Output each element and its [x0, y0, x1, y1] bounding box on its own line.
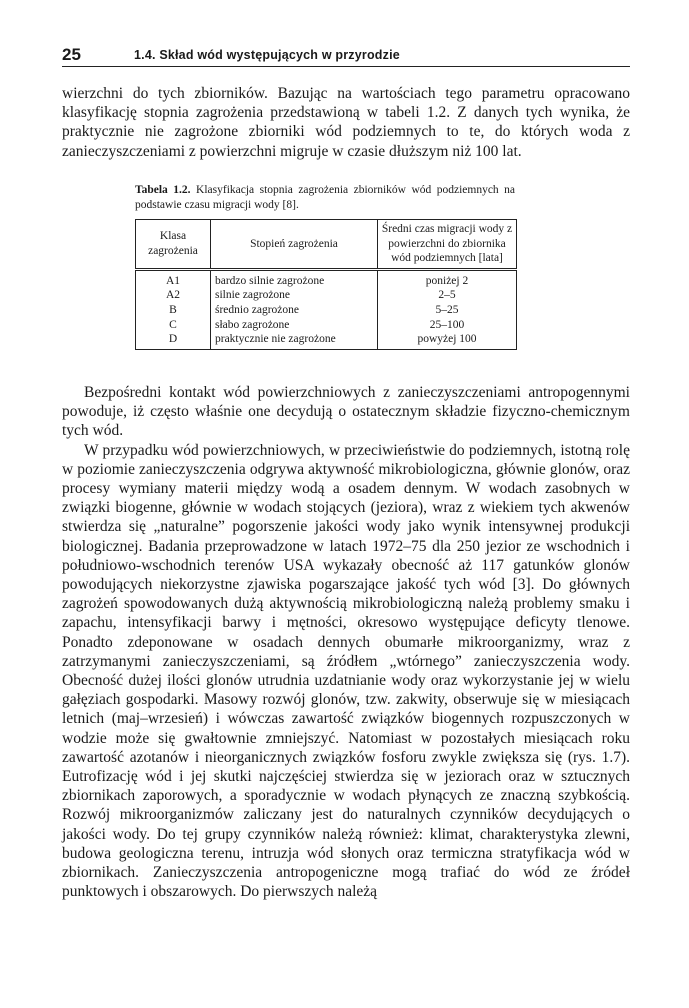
- cell-class: B: [136, 303, 211, 318]
- paragraph: W przypadku wód powierzchniowych, w przeciwieństwie do podziemnych, istotną rolę w poziomie zanieczyszczenia odgrywa aktywność mikrobiologiczna, głównie glonów, oraz procesy wymiany materii między wodą a osadem dennym. W wodach zasobnych w związki biogenne, głównie w wodach stojących (jeziora), wraz z wiekiem tych akwenów stwierdza się „naturalne” pogorszenie jakości wody jako wynik intensywnej produkcji biologicznej. Badania przeprowadzone w latach 1972–75 dla 250 jezior ze wschodnich i południowo-wschodnich terenów USA wykazały obecność aż 117 gatunków glonów powodujących niekorzystne zjawiska pogarszające jakość tych wód [3]. Do głównych zagrożeń spowodowanych dużą aktywnością mikrobiologiczną należą problemy smaku i zapachu, intensyfikacji barwy i mętności, okresowo występujące deficyty tlenowe. Ponadto zdeponowane w osadach dennych obumarłe mikroorganizmy, wraz z zatrzymanymi zanieczyszczeniami, są źródłem „wtórnego” zanieczyszczenia wody. Obecność dużej ilości glonów utrudnia uzdatnianie wody oraz wykorzystanie jej w wielu gałęziach gospodarki. Masowy rozwój glonów, tzw. zakwity, obserwuje się w miesiącach letnich (maj–wrzesień) i wówczas zawartość związków biogennych rozpuszczonych w wodzie może się gwałtownie zmniejszyć. Natomiast w pozostałych miesiącach roku zawartość azotanów i nieorganicznych związków fosforu zwykle zwiększa się (rys. 1.7). Eutrofizację wód i jej skutki najczęściej stwierdza się w jeziorach oraz w sztucznych zbiornikach zaporowych, a sporadycznie w wodach płynących ze znaczną szybkością. Rozwój mikroorganizmów zaliczany jest do naturalnych czynników decydujących o jakości wody. Do tej grupy czynników należą również: klimat, charakterystyka zlewni, budowa geologiczna terenu, intruzja wód słonych oraz termiczna stratyfikacja wód w zbiornikach. Zanieczyszczenia antropogeniczne mogą trafiać do wód ze źródeł punktowych i obszarowych. Do pierwszych należą: [62, 441, 630, 901]
- cell-class: C: [136, 318, 211, 333]
- page-number: 25: [62, 45, 81, 64]
- table-row: [136, 332, 517, 349]
- table-caption: [135, 183, 515, 213]
- table-caption-text: Klasyfikacja stopnia zagrożenia zbiorników wód podziemnych na podstawie czasu migracji wody [8].: [135, 184, 516, 211]
- cell-time: 2–5: [378, 288, 517, 303]
- header-class: Klasa zagrożenia: [136, 220, 211, 270]
- table-header-row: [136, 220, 517, 270]
- cell-level: średnio zagrożone: [211, 303, 378, 318]
- cell-time: 25–100: [378, 318, 517, 333]
- paragraph: Bezpośredni kontakt wód powierzchniowych z zanieczyszczeniami antropogennymi powoduje, iż często właśnie one decydują o ostatecznym składzie fizyczno-chemicznym tych wód.: [62, 384, 630, 440]
- paragraph: wierzchni do tych zbiorników. Bazując na wartościach tego parametru opracowano klasyfikację stopnia zagrożenia przedstawioną w tabeli 1.2. Z danych tych wynika, że praktycznie nie zagrożone zbiorniki wód podziemnych to te, do których woda z zanieczyszczeniami z powierzchni migruje w czasie dłuższym niż 100 lat.: [62, 85, 630, 160]
- table-row: [136, 288, 517, 303]
- hazard-classification-table: [135, 219, 517, 350]
- cell-time: 5–25: [378, 303, 517, 318]
- table-caption-label: Tabela 1.2.: [135, 184, 191, 196]
- cell-class: A2: [136, 288, 211, 303]
- cell-level: praktycznie nie zagrożone: [211, 332, 378, 349]
- cell-class: A1: [136, 269, 211, 288]
- cell-level: słabo zagrożone: [211, 318, 378, 333]
- page-header: [62, 44, 630, 67]
- header-level: Stopień zagrożenia: [211, 220, 378, 270]
- table-row: [136, 318, 517, 333]
- cell-level: bardzo silnie zagrożone: [211, 269, 378, 288]
- cell-time: powyżej 100: [378, 332, 517, 349]
- header-time: Średni czas migracji wody z powierzchni do zbiornika wód podziemnych [lata]: [378, 220, 517, 270]
- cell-time: poniżej 2: [378, 269, 517, 288]
- table-row: [136, 269, 517, 288]
- intro-paragraph: [62, 84, 630, 161]
- table-row: [136, 303, 517, 318]
- body-text: [62, 383, 630, 901]
- cell-class: D: [136, 332, 211, 349]
- cell-level: silnie zagrożone: [211, 288, 378, 303]
- running-head: 1.4. Skład wód występujących w przyrodzie: [134, 48, 400, 62]
